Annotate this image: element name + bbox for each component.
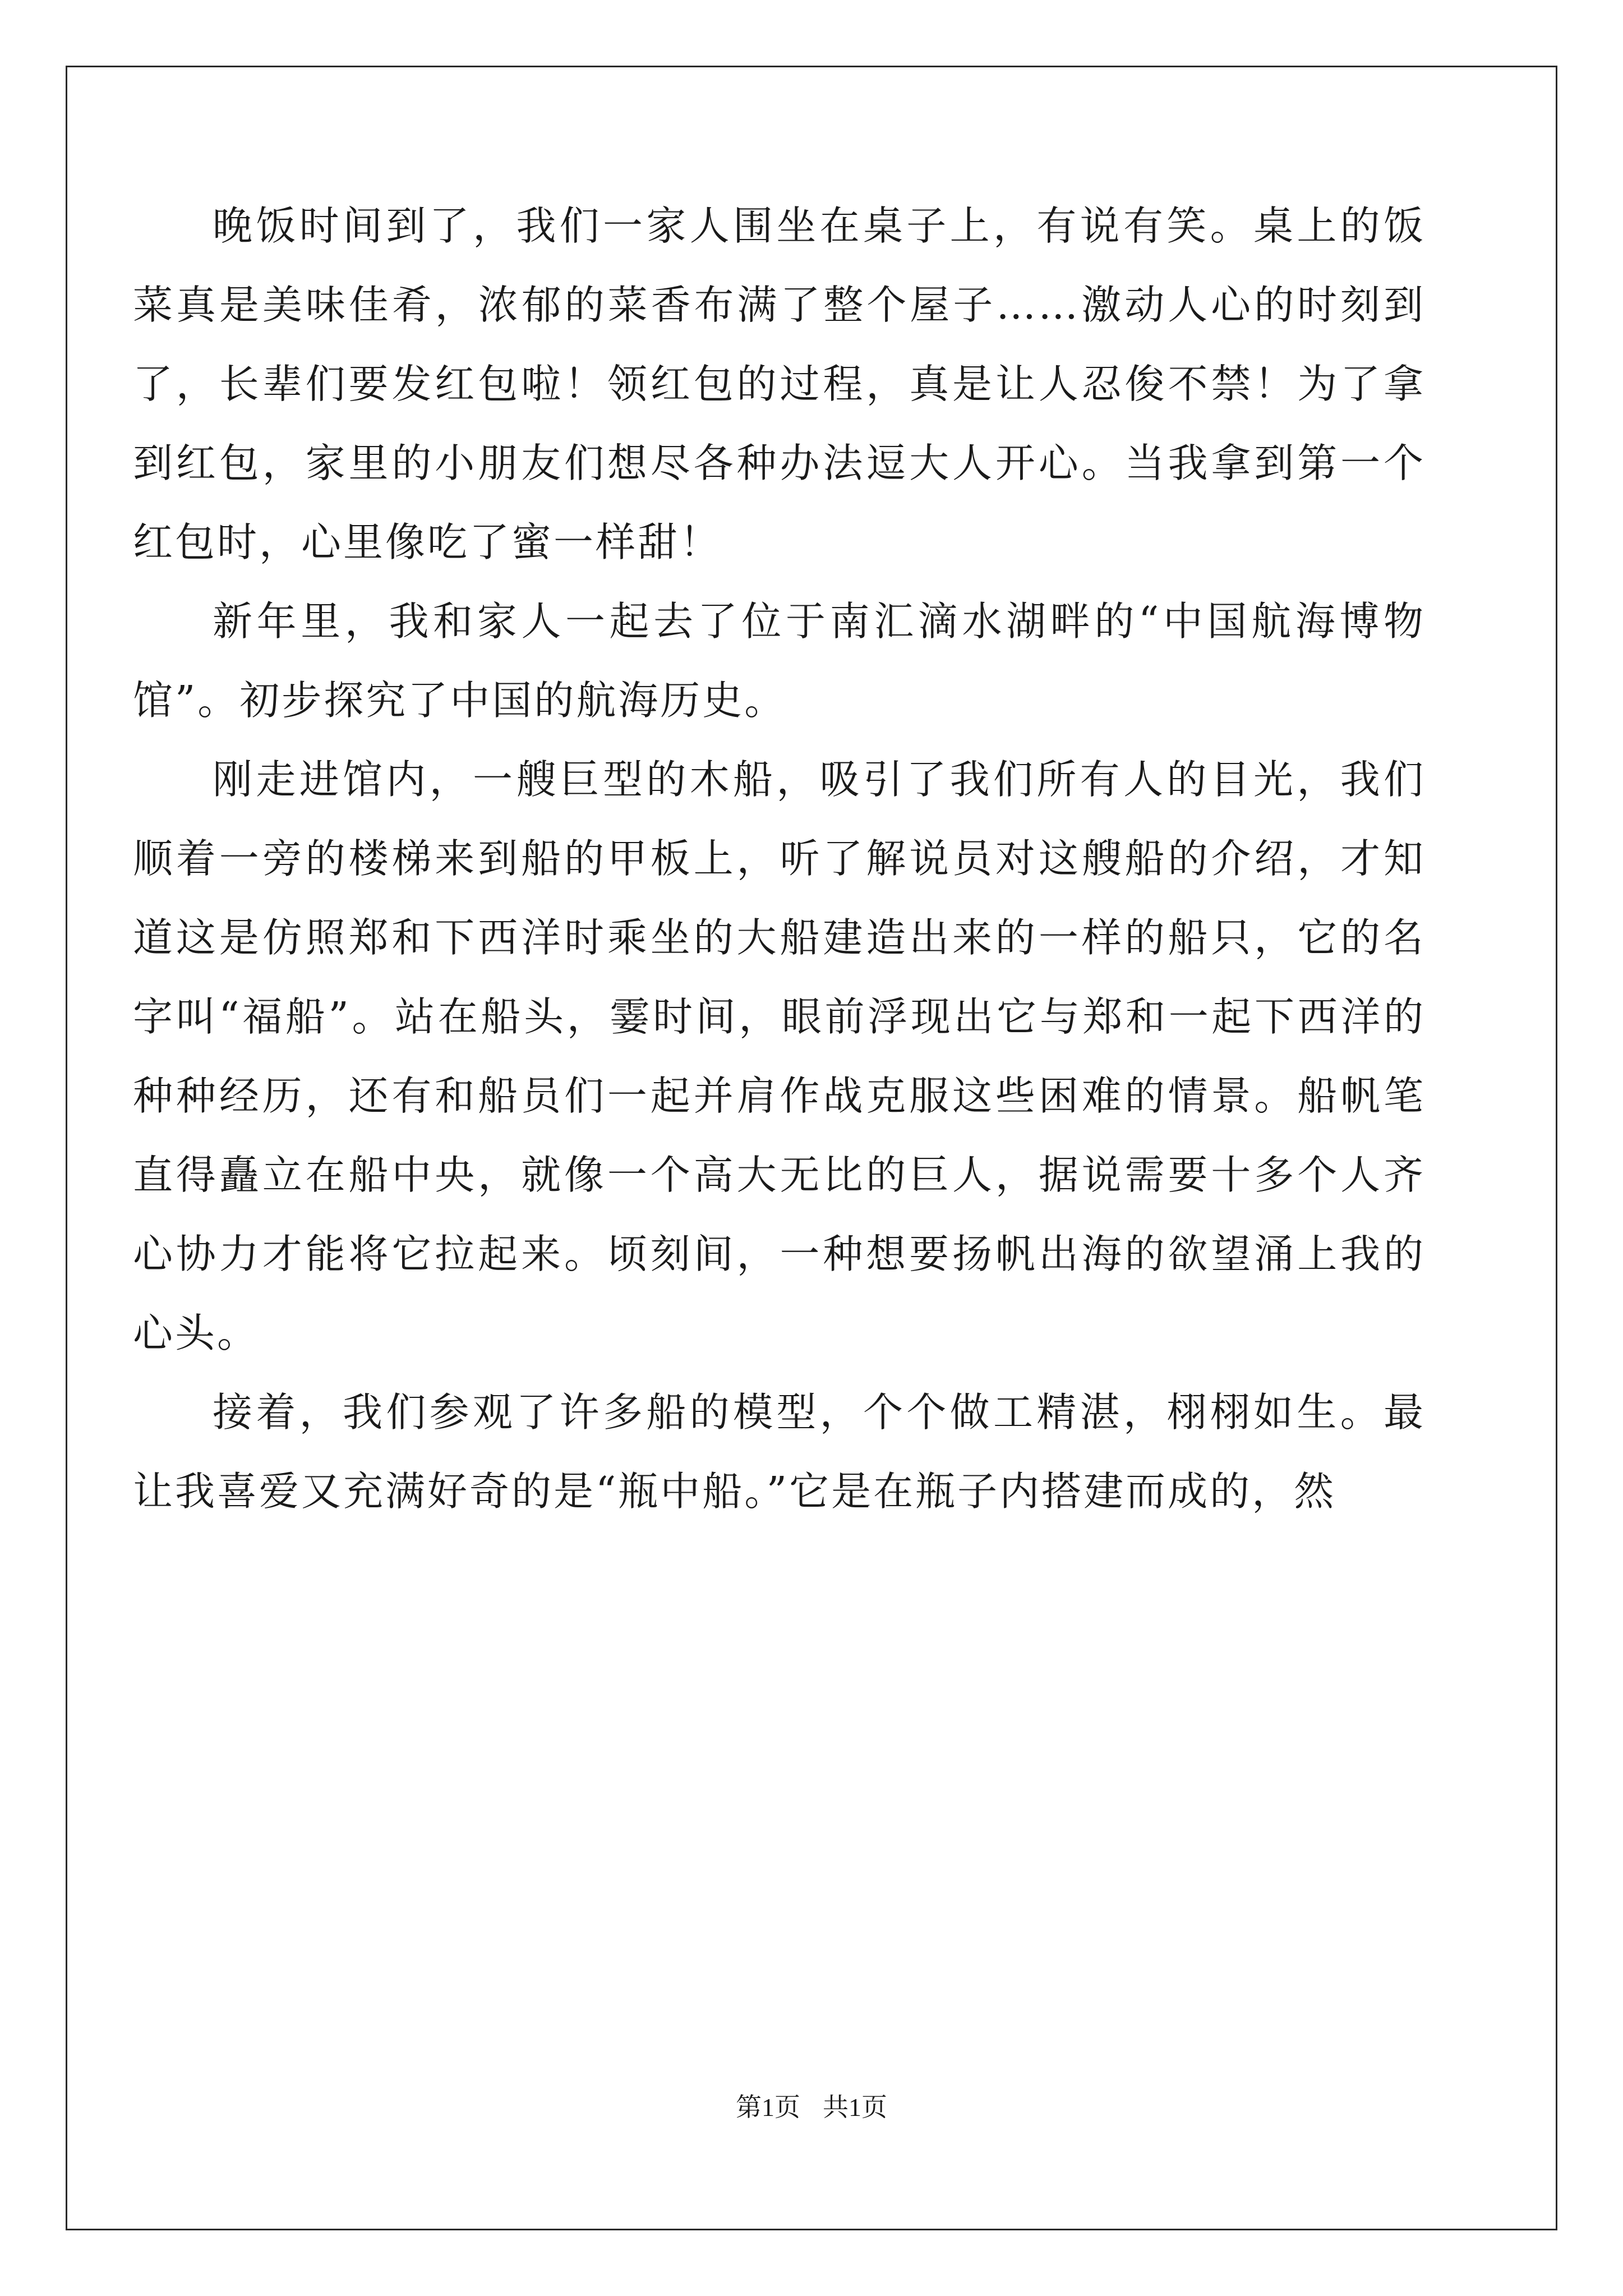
- page-footer: [0, 2087, 1623, 2124]
- paragraph-ship-models: 接着，我们参观了许多船的模型，个个做工精湛，栩栩如生。最让我喜爱又充满好奇的是“瓶中船。”它是在瓶子内搭建而成的，然: [133, 1389, 1426, 1515]
- paragraph-dinner: 晚饭时间到了，我们一家人围坐在桌子上，有说有笑。桌上的饭菜真是美味佳肴，浓郁的菜香布满了整个屋子……激动人心的时刻到了，长辈们要发红包啦！领红包的过程，真是让人忍俊不禁！为了拿到红包，家里的小朋友们想尽各种办法逗大人开心。当我拿到第一个红包时，心里像吃了蜜一样甜！: [133, 203, 1426, 565]
- paragraph-wooden-ship: 刚走进馆内，一艘巨型的木船，吸引了我们所有人的目光，我们顺着一旁的楼梯来到船的甲板上，听了解说员对这艘船的介绍，才知道这是仿照郑和下西洋时乘坐的大船建造出来的一样的船只，它的名字叫“福船”。站在船头，霎时间，眼前浮现出它与郑和一起下西洋的种种经历，还有和船员们一起并肩作战克服这些困难的情景。船帆笔直得矗立在船中央，就像一个高大无比的巨人，据说需要十多个人齐心协力才能将它拉起来。顷刻间，一种想要扬帆出海的欲望涌上我的心头。: [133, 756, 1426, 1356]
- page-number: 第1页: [736, 2093, 800, 2122]
- paragraph-new-year-museum: 新年里，我和家人一起去了位于南汇滴水湖畔的“中国航海博物馆”。初步探究了中国的航海历史。: [133, 598, 1426, 724]
- document-body: [133, 186, 1426, 1531]
- page-total: 共1页: [823, 2093, 887, 2122]
